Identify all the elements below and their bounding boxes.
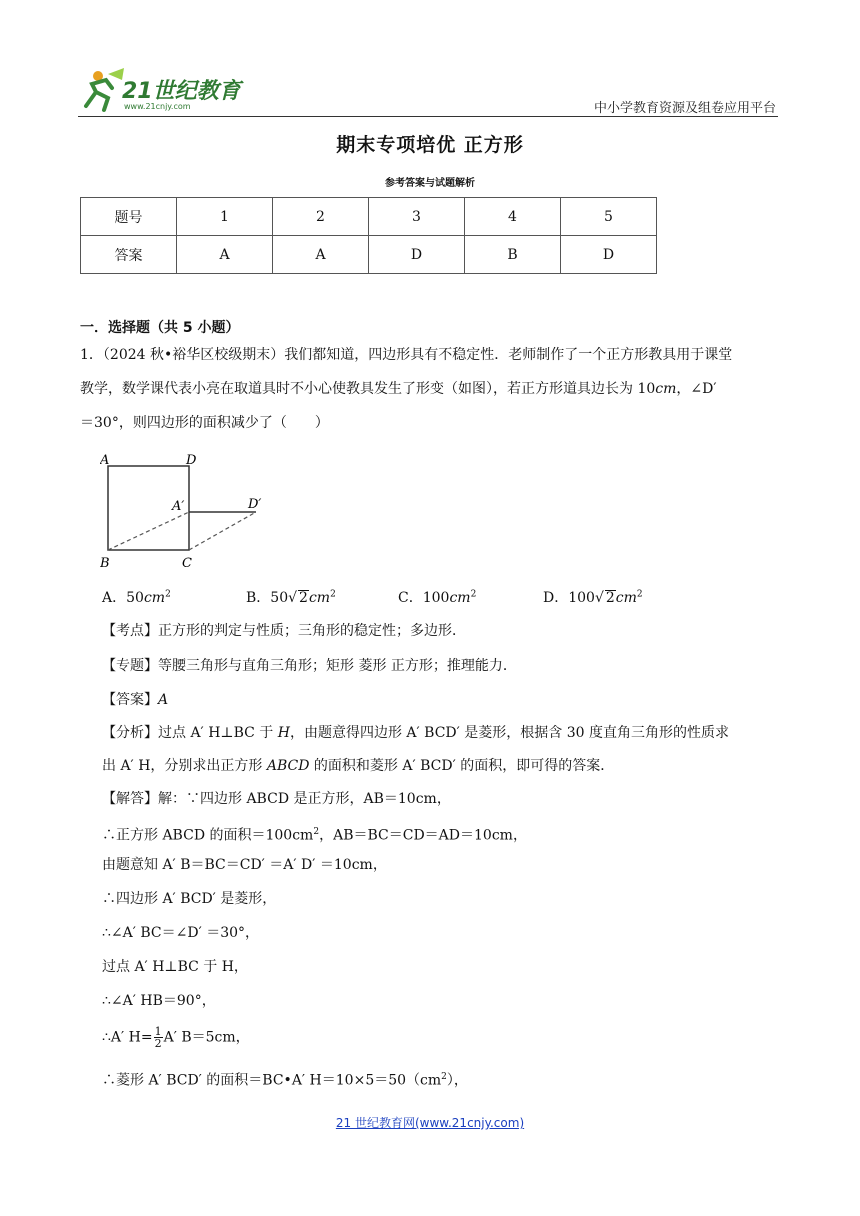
solution-text: ∴菱形 A′ BCD′ 的面积＝BC•A′ H＝10×5＝50（cm: [102, 1072, 442, 1089]
label-A-prime: A′: [172, 499, 185, 514]
table-cell: A: [177, 236, 273, 274]
solution-line-2: [102, 822, 527, 846]
table-cell: 答案: [81, 236, 177, 274]
unit-text: cm: [449, 590, 471, 606]
option-text: A．50: [102, 590, 144, 606]
table-row: [81, 198, 657, 236]
analysis-line-2: [102, 756, 614, 776]
fraction: [154, 1026, 163, 1049]
solution-text: ∴A′ H=: [102, 1029, 153, 1046]
question-text: ，∠D′: [676, 381, 717, 397]
question-text: 教学，数学课代表小亮在取道具时不小心使教具发生了形变（如图），若正方形道具边长为 10: [80, 381, 656, 397]
logo-url: www.21cnjy.com: [124, 102, 191, 111]
option-a: [102, 587, 171, 607]
label-B: B: [100, 556, 110, 571]
table-cell: 2: [273, 198, 369, 236]
analysis-text: 【分析】过点 A′ H⊥BC 于: [102, 725, 278, 741]
solution-text: ，AB＝BC＝CD＝AD＝10cm，: [319, 827, 527, 844]
table-cell: 4: [465, 198, 561, 236]
superscript: 2: [330, 589, 336, 600]
fraction-numerator: 1: [154, 1025, 162, 1038]
table-cell: A: [273, 236, 369, 274]
table-cell: D: [369, 236, 465, 274]
solution-line-8: [102, 1026, 250, 1049]
sqrt-value: 2: [605, 590, 615, 606]
table-cell: 5: [561, 198, 657, 236]
superscript: 2: [636, 589, 643, 600]
solution-line-6: 过点 A′ H⊥BC 于 H，: [102, 959, 248, 975]
sqrt-icon: √: [594, 590, 604, 606]
table-row: [81, 236, 657, 274]
table-cell: 题号: [81, 198, 177, 236]
answer-line: [102, 690, 168, 710]
analysis-text: 的面积和菱形 A′ BCD′ 的面积，即可得的答案．: [309, 758, 615, 774]
superscript: 2: [441, 1072, 447, 1082]
solution-line-5: ∴∠A′ BC＝∠D′ ＝30°，: [102, 925, 260, 941]
solution-line-1: 【解答】解：∵四边形 ABCD 是正方形，AB＝10cm，: [102, 791, 451, 807]
label-D-prime: D′: [248, 497, 262, 512]
unit-text: cm: [143, 590, 166, 606]
option-d: [543, 587, 643, 607]
option-b: [246, 587, 336, 607]
solution-line-9: [102, 1067, 468, 1091]
solution-text: A′ B＝5cm，: [163, 1029, 250, 1046]
analysis-text: ABCD: [266, 758, 310, 774]
table-cell: 1: [177, 198, 273, 236]
question-line-3: ＝30°，则四边形的面积减少了（ ）: [80, 415, 329, 431]
solution-text: ∴正方形 ABCD 的面积＝100cm: [102, 827, 314, 844]
option-c: [398, 587, 476, 607]
unit-text: cm: [655, 381, 677, 397]
table-cell: D: [561, 236, 657, 274]
answer-value: A: [158, 692, 169, 708]
table-cell: B: [465, 236, 561, 274]
sqrt-value: 2: [299, 590, 308, 606]
page-title: 期末专项培优 正方形: [336, 134, 524, 156]
question-line-2: [80, 379, 717, 399]
label-D: D: [186, 453, 197, 468]
option-text: C．100: [398, 590, 450, 606]
answer-label: 【答案】: [102, 692, 158, 708]
zhuanti-line: 【专题】等腰三角形与直角三角形；矩形 菱形 正方形；推理能力．: [102, 658, 517, 674]
analysis-text: ，由题意得四边形 A′ BCD′ 是菱形，根据含 30 度直角三角形的性质求: [289, 725, 729, 741]
option-text: B．50: [246, 590, 289, 606]
section-heading: 一．选择题（共 5 小题）: [80, 320, 240, 336]
unit-text: cm: [308, 590, 331, 606]
footer: [0, 1114, 860, 1131]
superscript: 2: [470, 589, 477, 600]
footer-link[interactable]: 21 世纪教育网(www.21cnjy.com): [335, 1116, 525, 1130]
analysis-line-1: [102, 723, 729, 743]
logo-text: 21世纪教育: [122, 79, 241, 104]
header-divider: [78, 116, 778, 117]
superscript: 2: [165, 589, 171, 600]
solution-text: ），: [446, 1072, 468, 1089]
analysis-text: H: [277, 725, 290, 741]
logo: [78, 66, 258, 116]
geometry-figure: [100, 452, 280, 581]
unit-text: cm: [615, 590, 637, 606]
fraction-denominator: 2: [154, 1037, 162, 1050]
label-C: C: [182, 556, 192, 571]
solution-line-3: 由题意知 A′ B＝BC＝CD′ ＝A′ D′ ＝10cm，: [102, 857, 387, 873]
option-text: D．100: [543, 590, 595, 606]
solution-line-4: ∴四边形 A′ BCD′ 是菱形，: [102, 891, 277, 907]
solution-line-7: ∴∠A′ HB＝90°，: [102, 993, 216, 1009]
superscript: 2: [313, 827, 320, 837]
table-cell: 3: [369, 198, 465, 236]
analysis-text: 出 A′ H，分别求出正方形: [102, 758, 267, 774]
label-A: A: [100, 453, 110, 468]
sqrt-icon: √: [288, 590, 298, 606]
page-subtitle: 参考答案与试题解析: [385, 178, 475, 189]
header-platform-text: 中小学教育资源及组卷应用平台: [593, 101, 776, 116]
kaodian-line: 【考点】正方形的判定与性质；三角形的稳定性；多边形．: [102, 623, 466, 639]
question-line-1: 1．（2024 秋•裕华区校级期末）我们都知道，四边形具有不稳定性．老师制作了一个正方形教具用于课堂: [80, 347, 733, 363]
answer-table: [80, 197, 657, 274]
